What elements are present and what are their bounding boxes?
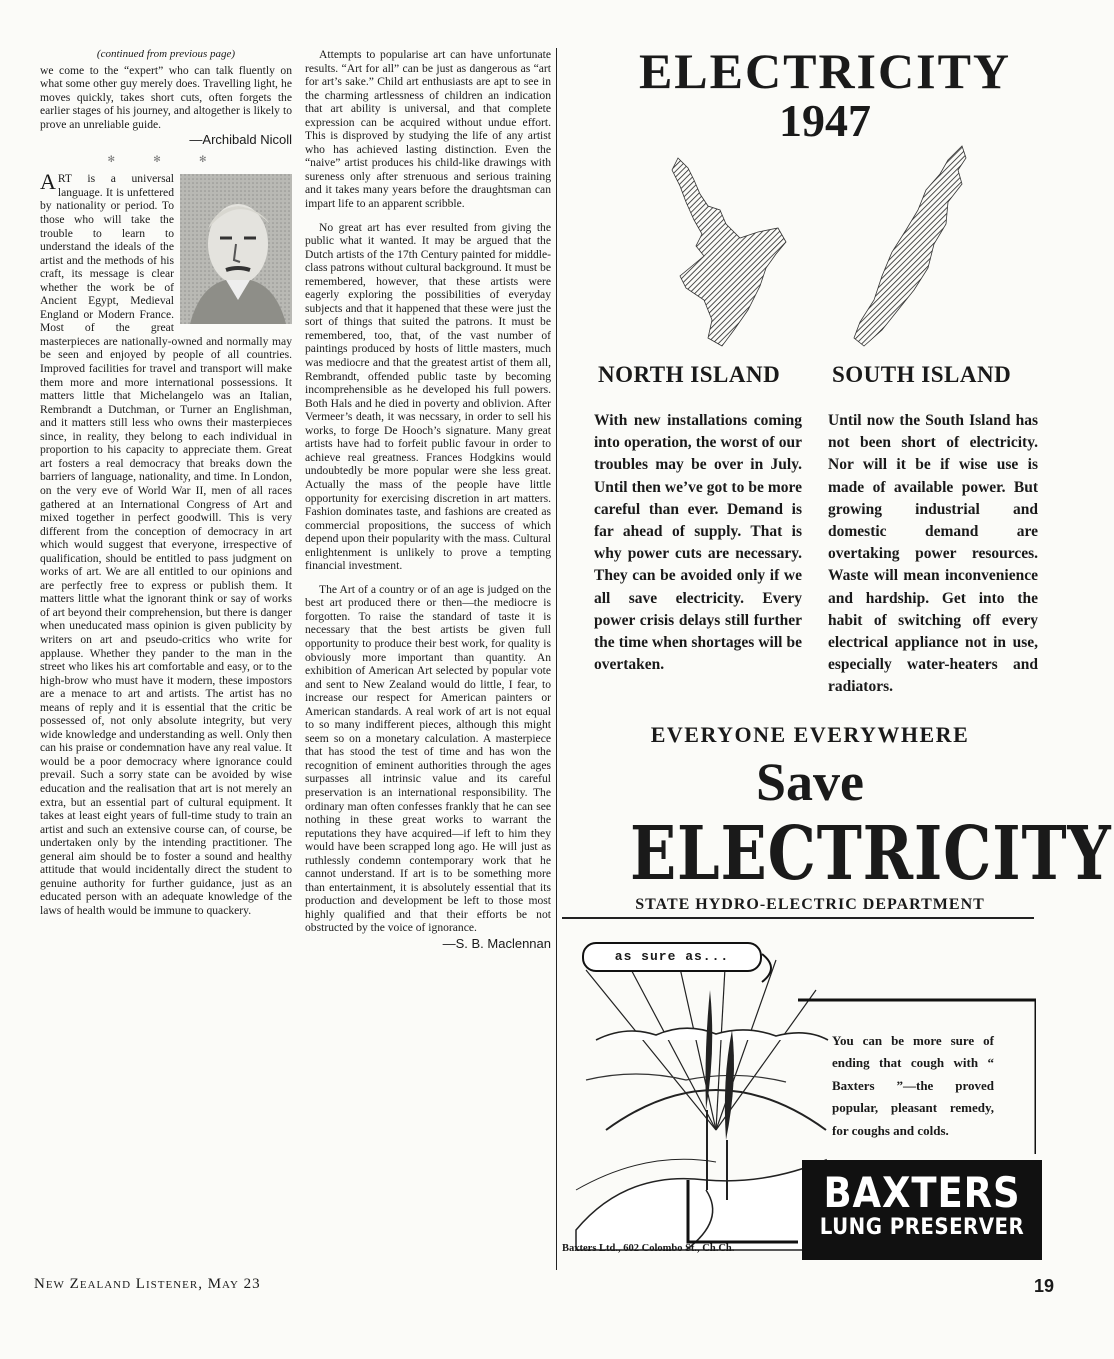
article-paragraph-4: The Art of a country or of an age is judged on the best art produced there or then—the mediocre is forgotten. To raise the standard of taste it is necessary that the best artists be given full opportunity to produce their best work, for quality is obviously more important than quantity. An exhibition of American Art selected by popular vote and sent to New Zealand would do little, I fear, to increase our respect for American painters or American standards. A real work of art is not equal to so many indifferent pieces, although this might seem so on a monetary calculation. A masterpiece that has stood the test of time and has won the recognition of eminent authorities through the ages surpasses all intrinsic value and its careful preservation is an international responsibility. The ordinary man often confesses frankly that he can see nothing in these great works to warrant the reputations they have acquired—if left to him they would have been scrapped long ago. He will just as ruthlessly condemn contemporary work that he cannot understand. If art is to be something more than entertainment, it is absolutely essential that its production and development be left to those most highly qualified and that their efforts be not obstructed by the voice of ignorance.	[305, 582, 551, 935]
intro-signature: —Archibald Nicoll	[189, 132, 292, 148]
everyone-everywhere: EVERYONE EVERYWHERE	[650, 722, 970, 747]
article-paragraph-2: Attempts to popularise art can have unfortunate results. “Art for all” can be just as dangerous as “art for art’s sake.” Child art enthusiasts are apt to see in the charming artlessness of children an indication that art ability is universal, and that complete expression can be acquired without undue effort. This is disproved by studying the life of any artist who has achieved lasting distinction. Even the “naive” artist produces his child-like drawings with sureness only after strenuous and serious training and it takes many years before the draughtsman can impart life to an apparent scribble.	[305, 48, 551, 211]
baxters-logo-block	[802, 1160, 1042, 1260]
south-island-map	[850, 140, 970, 354]
department-name: STATE HYDRO-ELECTRIC DEPARTMENT	[635, 896, 985, 913]
author-portrait	[180, 174, 292, 324]
continued-note: (continued from previous page)	[96, 48, 236, 60]
product-name: LUNG PRESERVER	[819, 1215, 1025, 1240]
section-divider: ✻ ✻ ✻	[107, 153, 225, 164]
article-paragraph-1: ART is a universal language. It is unfettered by nationality or period. To those who will take the trouble to learn to understand the ideals of the artist and the methods of his craft, its message is clear whether the work be of Ancient Egypt, Medieval England or Modern France. Most of the great masterpieces are nationally-owned and normally may be seen and enjoyed by people of all countries. Improved facilities for travel and transport will make them more and more international possessions. It matters little that Michelangelo was an Italian, Rembrandt a Dutchman, or Turner an Englishman, and it matters still less who owns their masterpieces since, in reality, they belong to each individual in proportion to his capacity to appreciate them. Great art fosters a real democracy that breaks down the barriers of language, nationality, and time. In London, on the very eve of World War II, men of all races gathered at an International Congress of Art and mixed together in perfect goodwill. This is very different from the conception of democracy in art which would suggest that everyone, irrespective of qualification, should be entitled to pass judgment on works of art. We are all entitled to our opinions and are perfectly free to express or publish them. It matters little what the ignorant think or say of works of art beyond their comprehension, but there is danger when uneducated mass opinion is given publicity by writers on art and pseudo-critics who write for applause. Whether they pander to the man in the street who likes his art comfortable and easy, or to the high-brow who must have it modern, these impostors are a menace to art and artists. The artist has no means of reply and it is essential that the critic be possessed of, not only absolute integrity, but very wide knowledge and understanding as well. Only then can his praise or condemnation have any real value. It would be a poor democracy where ignorance could prevail. Such a sorry state can be avoided by wise education and the realisation that art is not merely an extra, but an essential part of cultural equipment. It takes at least eight years of full-time study to train an artist and such an extensive course can, of course, be undertaken only by the intending practitioner. The general aim should be to foster a sound and healthy attitude that would incidentally direct the student to genuine authority for further guidance, just as an educated person with an adequate knowledge of the laws of health would be immune to quackery.	[40, 169, 292, 917]
publication-footer: New Zealand Listener, May 23	[34, 1276, 261, 1292]
north-island-text: With new installations coming into operation, the worst of our troubles may be over in July. Until then we’ve got to be more careful than ever. Demand is far ahead of supply. That is why power cuts are necessary. They can be avoided only if we all save electricity. Every power crisis delays still further the time when shortages will be overtaken.	[594, 412, 802, 674]
ad-title: ELECTRICITY	[638, 43, 1012, 99]
intro-paragraph: we come to the “expert” who can talk fluently on what some other guy merely does. Travelling light, he moves quickly, takes short cuts, often forgets the earlier stages of his journey, and altogether is likely to prove an unreliable guide.	[40, 63, 292, 131]
article-signature: —S. B. Maclennan	[442, 936, 551, 951]
north-island-heading: NORTH ISLAND	[598, 362, 781, 387]
ad-year: 1947	[779, 95, 871, 146]
brand-name: BAXTERS	[823, 1168, 1021, 1217]
north-island-map	[668, 150, 792, 350]
article-column-2	[305, 48, 551, 951]
page-number: 19	[1034, 1276, 1055, 1296]
drop-cap: A	[40, 169, 56, 195]
baxters-copy: You can be more sure of ending that cough with “ Baxters ”—the proved popular, pleasant remedy, for coughs and colds.	[832, 1033, 994, 1138]
article-paragraph-3: No great art has ever resulted from giving the public what it wanted. It may be argued that the Dutch artists of the 17th Century painted for middle-class patrons without cultural background. It must be remembered, however, that these artists were eagerly exploring the possibilities of everyday subjects and that it happened that these were just the sort of things that suited the patrons. It must be remembered, too, that, of the vast number of paintings produced by hosts of little masters, much was mediocre and that the greatest artist of them all, Rembrandt, offended public taste by becoming incomprehensible as he developed his full powers. Both Hals and he died in poverty and oblivion. After Vermeer’s death, it was necssary, in order to sell his works, to forge De Hooch’s signature. Many great artists have had to forfeit public favour in order to achieve real greatness. Frances Hodgkins would undoubtedly be more popular were she less great. Actually the mass of the people have little opportunity for exercising discretion in art matters. Fashion dominates taste, and fashions are created as commercial propositions, the success of which depend upon their popularity with the mass. Cultural enlightenment is unlikely to prove a tempting financial investment.	[305, 220, 551, 573]
baxters-address: Baxters Ltd., 602 Colombo St., Ch.Ch.	[562, 1243, 735, 1254]
ad-divider	[562, 917, 1034, 919]
south-island-heading: SOUTH ISLAND	[832, 362, 1012, 387]
article-column-1	[40, 48, 292, 917]
as-sure-as-tag: as sure as...	[582, 942, 762, 972]
south-island-text: Until now the South Island has not been short of electricity. Nor will it be if wise use is made of available power. But growing industrial and domestic demand are overtaking power resources. Waste will mean inconvenience and hardship. Get into the habit of switching off every electrical appliance not in use, especially water-heaters and radiators.	[828, 412, 1038, 696]
electricity-heading: ELECTRICITY	[629, 811, 1112, 897]
column-divider	[556, 48, 557, 1270]
save-heading: Save	[756, 752, 864, 812]
